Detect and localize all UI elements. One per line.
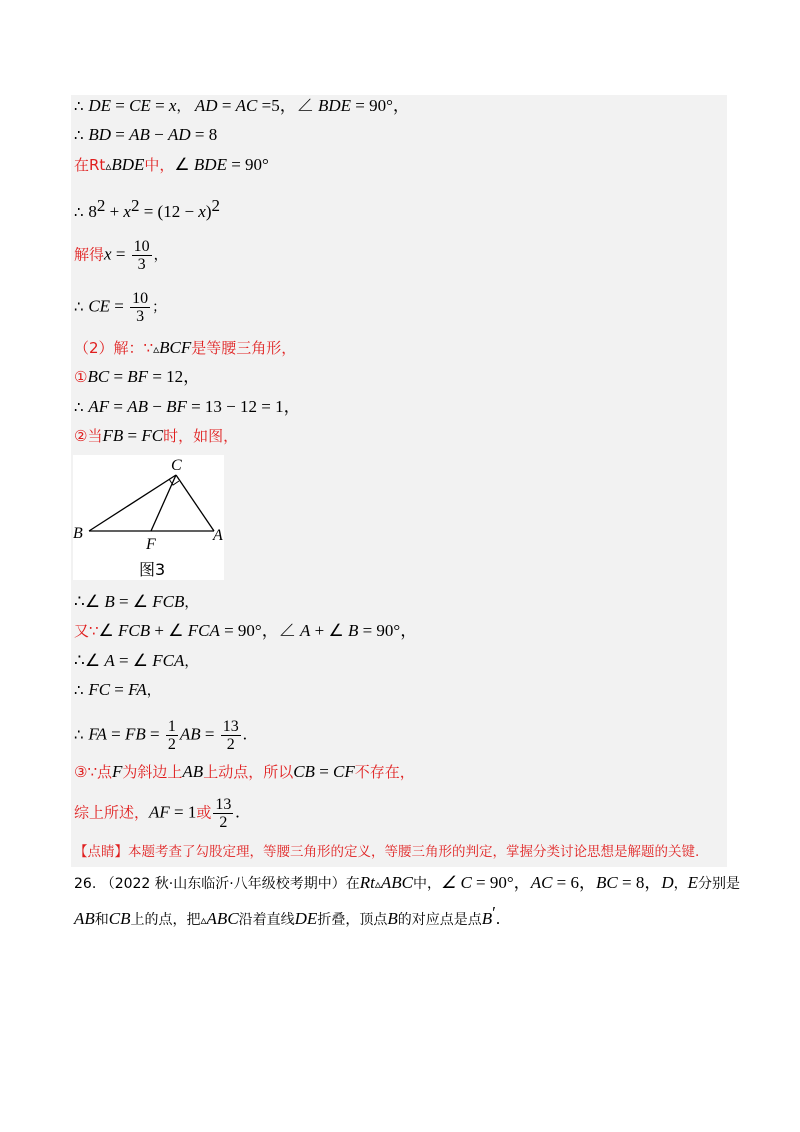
therefore: ∴ bbox=[74, 725, 89, 744]
exponent: 2 bbox=[130, 196, 140, 215]
question-text: 折叠，顶点 bbox=[317, 912, 388, 928]
denominator: 2 bbox=[213, 813, 233, 831]
red-text: 或 bbox=[196, 803, 212, 822]
therefore: ∴ bbox=[74, 97, 89, 115]
math: AF bbox=[149, 802, 170, 822]
solution-line-10 bbox=[74, 426, 238, 446]
math: AC bbox=[235, 96, 258, 115]
red-text: 时，如图， bbox=[163, 427, 239, 445]
math: FC bbox=[88, 680, 111, 699]
therefore: ∴ bbox=[74, 398, 89, 416]
math: BC bbox=[87, 367, 110, 386]
solution-line-2 bbox=[74, 125, 217, 145]
math: = bbox=[106, 724, 125, 744]
triangle-symbol: ▵ bbox=[200, 913, 207, 927]
math: B bbox=[387, 909, 398, 928]
numerator: 13 bbox=[222, 718, 239, 735]
segment-ca bbox=[176, 475, 214, 531]
red-text: 综上所述， bbox=[74, 803, 150, 822]
numerator: 1 bbox=[167, 718, 176, 735]
math: AD bbox=[167, 125, 191, 144]
red-text: 在Rt bbox=[74, 156, 106, 174]
label-b: B bbox=[73, 525, 83, 542]
solution-line-18 bbox=[74, 842, 699, 862]
math: FB bbox=[124, 724, 146, 744]
denominator: 2 bbox=[167, 736, 176, 753]
exponent: 2 bbox=[211, 196, 221, 215]
question-text: 的对应点是点 bbox=[397, 912, 482, 928]
math: x bbox=[198, 202, 206, 221]
solution-line-7 bbox=[74, 338, 296, 359]
math: = bbox=[150, 96, 169, 115]
math: ∠ bbox=[296, 96, 318, 115]
fraction bbox=[221, 718, 241, 753]
math: =5， bbox=[257, 96, 297, 115]
math: DE bbox=[294, 909, 318, 928]
math: ABC bbox=[380, 873, 413, 892]
math: − bbox=[149, 125, 168, 144]
math: = ∠ bbox=[114, 651, 153, 670]
solution-line-6 bbox=[74, 290, 166, 325]
fraction bbox=[130, 290, 150, 325]
math: = 13 − 12 = 1， bbox=[186, 397, 301, 416]
fraction bbox=[132, 238, 152, 273]
red-text: 中， bbox=[144, 156, 175, 174]
math: FA bbox=[88, 724, 107, 744]
math: + bbox=[105, 202, 124, 221]
numerator: 10 bbox=[133, 238, 150, 255]
triangle-diagram bbox=[73, 455, 224, 580]
math: FCA bbox=[187, 621, 220, 640]
math: BD bbox=[88, 125, 111, 144]
question-text: 上的点，把 bbox=[130, 912, 201, 928]
math: (12 − bbox=[157, 202, 199, 221]
solution-line-11 bbox=[74, 592, 198, 613]
label-f: F bbox=[146, 536, 156, 553]
question-text: 26. （2022 秋·山东临沂·八年级校考期中）在 bbox=[74, 876, 360, 892]
math: D bbox=[661, 873, 674, 892]
math: = bbox=[109, 397, 128, 416]
triangle-figure bbox=[73, 455, 224, 580]
math: Rt bbox=[359, 873, 375, 892]
math: CF bbox=[333, 762, 355, 781]
question-text: 沿着直线 bbox=[238, 912, 295, 928]
triangle-symbol: ▵ bbox=[374, 877, 381, 891]
question-text: 和 bbox=[94, 912, 109, 928]
red-text: 是等腰三角形， bbox=[191, 339, 297, 357]
math: B bbox=[481, 909, 493, 928]
solution-line-13 bbox=[74, 651, 198, 672]
math: CB bbox=[293, 762, 315, 781]
math: CB bbox=[108, 909, 131, 928]
math: B bbox=[104, 592, 115, 611]
solution-line-12 bbox=[74, 621, 417, 641]
therefore: ∴ bbox=[74, 297, 89, 316]
math: A bbox=[104, 651, 115, 670]
math: BC bbox=[596, 873, 618, 892]
math: AB bbox=[127, 397, 148, 416]
red-text: （2）解：∵ bbox=[74, 339, 154, 357]
math: F bbox=[112, 762, 123, 781]
red-text: ① bbox=[74, 368, 88, 386]
numerator: 13 bbox=[215, 796, 232, 813]
denominator: 3 bbox=[130, 307, 150, 325]
denominator: 2 bbox=[221, 735, 241, 753]
red-text: ③∵点 bbox=[74, 763, 112, 781]
math: ∴∠ bbox=[74, 592, 105, 611]
solution-line-16 bbox=[74, 762, 415, 782]
math: = 8 bbox=[190, 125, 218, 144]
math: x bbox=[104, 244, 112, 264]
math: ∠ C bbox=[440, 873, 472, 892]
solution-line-15 bbox=[74, 718, 247, 753]
math: = bbox=[139, 202, 158, 221]
solution-line-1 bbox=[74, 96, 410, 117]
math: BDE bbox=[318, 96, 352, 115]
math: x bbox=[123, 202, 131, 221]
punct: ， bbox=[153, 247, 168, 264]
punct: ； bbox=[152, 299, 167, 316]
math: AB bbox=[74, 909, 95, 928]
math: . bbox=[235, 802, 240, 822]
denominator: 3 bbox=[132, 255, 152, 273]
fraction bbox=[166, 718, 178, 753]
math: = ∠ bbox=[114, 592, 153, 611]
math: + ∠ bbox=[150, 621, 188, 640]
math: DE bbox=[88, 96, 111, 115]
therefore: ∴ bbox=[74, 203, 89, 221]
math: ABC bbox=[206, 909, 239, 928]
figure-caption: 图3 bbox=[139, 560, 166, 579]
math: = bbox=[123, 426, 142, 445]
math: FA bbox=[128, 680, 147, 699]
math: = bbox=[110, 680, 129, 699]
question-line-1 bbox=[74, 873, 740, 894]
math: BDE bbox=[193, 155, 227, 174]
solution-line-9 bbox=[74, 397, 301, 417]
red-text: 解得 bbox=[74, 245, 105, 264]
question-line-2 bbox=[74, 903, 500, 930]
red-text: 又∵ bbox=[74, 622, 99, 640]
therefore: ∴ bbox=[74, 126, 89, 144]
math: CE bbox=[129, 96, 151, 115]
label-a: A bbox=[213, 527, 223, 544]
math: BF bbox=[166, 397, 187, 416]
math: = 90°， bbox=[351, 96, 410, 115]
math: − bbox=[147, 397, 167, 416]
math: AB bbox=[129, 125, 150, 144]
red-text: ②当 bbox=[74, 427, 103, 445]
math: FCA bbox=[152, 651, 185, 670]
exponent: 2 bbox=[96, 196, 106, 215]
math: x bbox=[168, 96, 177, 115]
math: = 90°，∠ bbox=[219, 621, 300, 640]
punct: ， bbox=[146, 683, 161, 699]
math: CE bbox=[88, 296, 111, 316]
math: = bbox=[111, 244, 130, 264]
numerator: 10 bbox=[132, 290, 149, 307]
math: FC bbox=[141, 426, 164, 445]
math: 8 bbox=[88, 202, 97, 221]
math: ∠ bbox=[98, 621, 119, 640]
math: ∴∠ bbox=[74, 651, 105, 670]
math: ) bbox=[205, 202, 212, 221]
punct: ， bbox=[176, 99, 195, 115]
math: . bbox=[242, 724, 247, 744]
math: ∠ bbox=[174, 155, 194, 174]
punct: ， bbox=[184, 654, 199, 670]
prime-mark: ′ bbox=[492, 903, 496, 922]
math: FB bbox=[102, 426, 124, 445]
punct: ， bbox=[184, 595, 199, 611]
comment-text: 【点睛】本题考查了勾股定理，等腰三角形的定义，等腰三角形的判定，掌握分类讨论思想是解题的关键. bbox=[74, 844, 700, 860]
solution-line-8 bbox=[74, 367, 200, 387]
red-text: 上动点，所以 bbox=[203, 763, 294, 781]
math: = bbox=[110, 96, 130, 115]
math: = bbox=[109, 367, 128, 386]
math: = bbox=[110, 296, 129, 316]
math: FCB bbox=[152, 592, 185, 611]
math: = 12， bbox=[148, 367, 201, 386]
math: AC bbox=[530, 873, 553, 892]
math: = 90° bbox=[226, 155, 269, 174]
math: AB bbox=[182, 762, 204, 781]
math: FCB bbox=[118, 621, 151, 640]
triangle-symbol: ▵ bbox=[153, 342, 160, 356]
red-text: 为斜边上 bbox=[122, 763, 183, 781]
math: = 6， bbox=[552, 873, 597, 892]
math: = 90°， bbox=[358, 621, 418, 640]
question-text: 分别是 bbox=[698, 876, 741, 892]
math: . bbox=[495, 909, 501, 928]
math: = bbox=[200, 724, 219, 744]
math: AD bbox=[194, 96, 218, 115]
math: B bbox=[347, 621, 359, 640]
solution-line-3 bbox=[74, 155, 269, 176]
math: E bbox=[687, 873, 699, 892]
label-c: C bbox=[171, 457, 182, 474]
math: = 90°， bbox=[471, 873, 531, 892]
math: = bbox=[110, 125, 130, 144]
punct: ， bbox=[673, 876, 688, 892]
solution-line-5 bbox=[74, 238, 168, 273]
math: BF bbox=[127, 367, 149, 386]
red-text: 不存在， bbox=[354, 763, 415, 781]
fraction bbox=[213, 796, 233, 831]
math: = 1 bbox=[169, 802, 197, 822]
solution-line-14 bbox=[74, 680, 161, 701]
math: = bbox=[314, 762, 334, 781]
math: AB bbox=[179, 724, 201, 744]
math: = 8， bbox=[617, 873, 662, 892]
math: + ∠ bbox=[310, 621, 348, 640]
triangle-symbol: ▵ bbox=[105, 159, 112, 173]
math: BCF bbox=[159, 338, 192, 357]
solution-line-17 bbox=[74, 796, 240, 831]
math: = bbox=[217, 96, 236, 115]
math: BDE bbox=[111, 155, 145, 174]
therefore: ∴ bbox=[74, 681, 89, 699]
math: = bbox=[145, 724, 164, 744]
question-text: 中， bbox=[412, 876, 441, 892]
solution-line-4 bbox=[74, 196, 220, 222]
math: A bbox=[299, 621, 311, 640]
math: AF bbox=[88, 397, 110, 416]
